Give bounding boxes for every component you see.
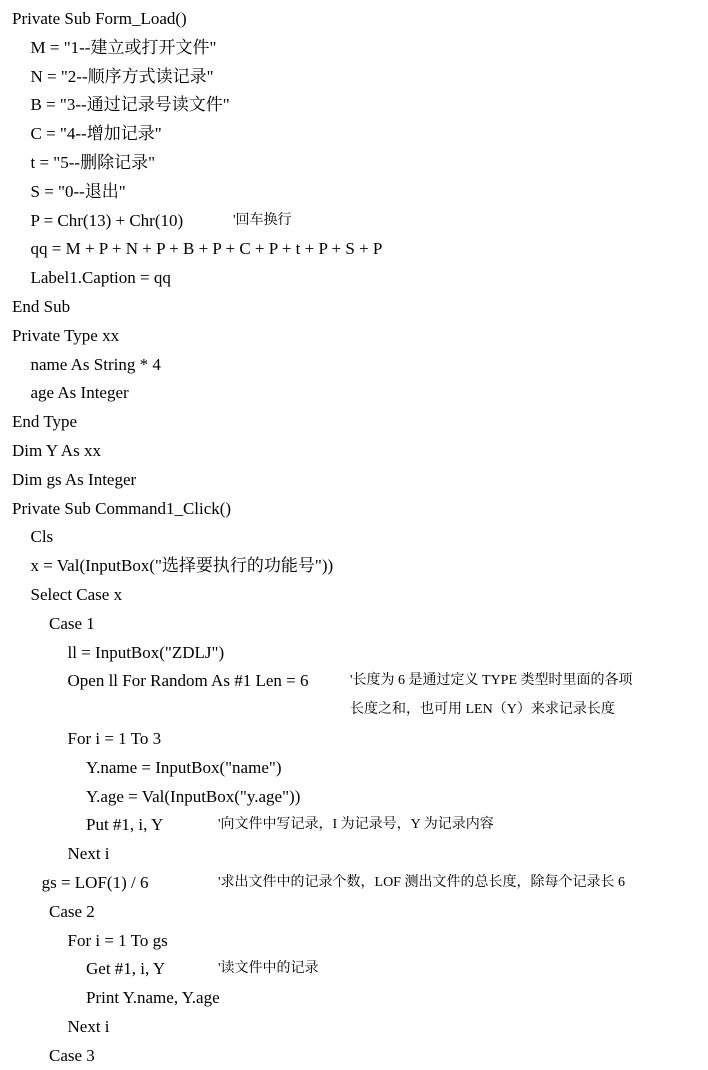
code-line — [0, 148, 708, 177]
code-statement: Label1.Caption = qq — [30, 268, 171, 288]
code-comment: '回车换行 — [233, 212, 292, 228]
code-line — [0, 1041, 708, 1070]
code-statement: x = Val(InputBox("选择要执行的功能号")) — [30, 556, 334, 576]
code-line — [0, 609, 708, 638]
code-statement: qq = M + P + N + P + B + P + C + P + t + P + S + P — [30, 239, 383, 259]
code-line — [0, 926, 708, 955]
code-statement: B = "3--通过记录号读文件" — [30, 95, 230, 115]
code-statement: Case 2 — [49, 901, 95, 921]
code-line — [0, 638, 708, 667]
code-line — [0, 782, 708, 811]
code-line — [0, 465, 708, 494]
code-line — [0, 666, 708, 695]
code-line — [0, 1012, 708, 1041]
code-statement: Dim gs As Integer — [12, 469, 137, 489]
code-line — [0, 494, 708, 523]
code-line — [0, 724, 708, 753]
code-statement: Open ll For Random As #1 Len = 6 — [67, 671, 309, 691]
code-line — [0, 206, 708, 235]
code-statement: t = "5--删除记录" — [30, 153, 156, 172]
code-line — [0, 839, 708, 868]
code-statement: gs = LOF(1) / 6 — [41, 873, 149, 892]
code-line — [0, 33, 708, 62]
code-statement: Select Case x — [30, 585, 123, 604]
code-line — [0, 983, 708, 1012]
code-statement: Next i — [67, 1017, 110, 1036]
code-line — [0, 436, 708, 465]
code-line — [0, 321, 708, 350]
code-statement: For i = 1 To gs — [67, 930, 168, 950]
code-line — [0, 695, 708, 724]
code-statement: M = "1--建立或打开文件" — [30, 37, 217, 57]
code-comment: '读文件中的记录 — [218, 961, 319, 977]
code-comment: '向文件中写记录，I 为记录号，Y 为记录内容 — [218, 817, 494, 833]
code-statement: N = "2--顺序方式读记录" — [30, 66, 214, 86]
code-statement: Cls — [30, 527, 54, 547]
code-statement: P = Chr(13) + Chr(10) — [30, 210, 184, 230]
code-line — [0, 234, 708, 263]
code-statement: Y.age = Val(InputBox("y.age")) — [86, 786, 301, 806]
code-statement: Y.name = InputBox("name") — [86, 757, 282, 777]
code-statement: Private Type xx — [12, 325, 120, 345]
code-statement: Next i — [67, 844, 110, 864]
code-line — [0, 810, 708, 839]
code-statement: End Sub — [12, 297, 71, 316]
code-statement: ll = InputBox("ZDLJ") — [67, 642, 225, 662]
code-line — [0, 522, 708, 551]
code-statement: age As Integer — [30, 383, 129, 403]
code-statement: Put #1, i, Y — [86, 815, 164, 835]
code-statement: S = "0--退出" — [30, 181, 126, 201]
code-line — [0, 868, 708, 897]
code-statement: Dim Y As xx — [12, 441, 101, 460]
code-line — [0, 551, 708, 580]
code-line — [0, 4, 708, 33]
code-line — [0, 954, 708, 983]
code-comment: 长度之和，也可用 LEN（Y）来求记录长度 — [350, 702, 615, 718]
code-line — [0, 263, 708, 292]
code-statement: Case 3 — [49, 1045, 95, 1065]
code-line — [0, 292, 708, 321]
code-line — [0, 897, 708, 926]
code-statement: name As String * 4 — [30, 354, 161, 374]
code-line — [0, 90, 708, 119]
code-line — [0, 580, 708, 609]
code-line — [0, 407, 708, 436]
code-statement: Private Sub Form_Load() — [12, 9, 187, 28]
code-line — [0, 119, 708, 148]
code-line — [0, 350, 708, 379]
code-statement: For i = 1 To 3 — [67, 729, 162, 748]
code-statement: Case 1 — [49, 613, 95, 633]
code-comment: '求出文件中的记录个数，LOF 测出文件的总长度，除每个记录长 6 — [218, 875, 625, 890]
code-line — [0, 177, 708, 206]
code-statement: End Type — [12, 412, 78, 432]
code-line — [0, 753, 708, 782]
code-line — [0, 62, 708, 91]
code-statement: Get #1, i, Y — [86, 959, 166, 979]
code-statement: Print Y.name, Y.age — [86, 988, 220, 1008]
code-comment: '长度为 6 是通过定义 TYPE 类型时里面的各项 — [350, 673, 633, 689]
code-line — [0, 378, 708, 407]
code-statement: Private Sub Command1_Click() — [12, 498, 232, 518]
code-statement: C = "4--增加记录" — [30, 124, 162, 144]
